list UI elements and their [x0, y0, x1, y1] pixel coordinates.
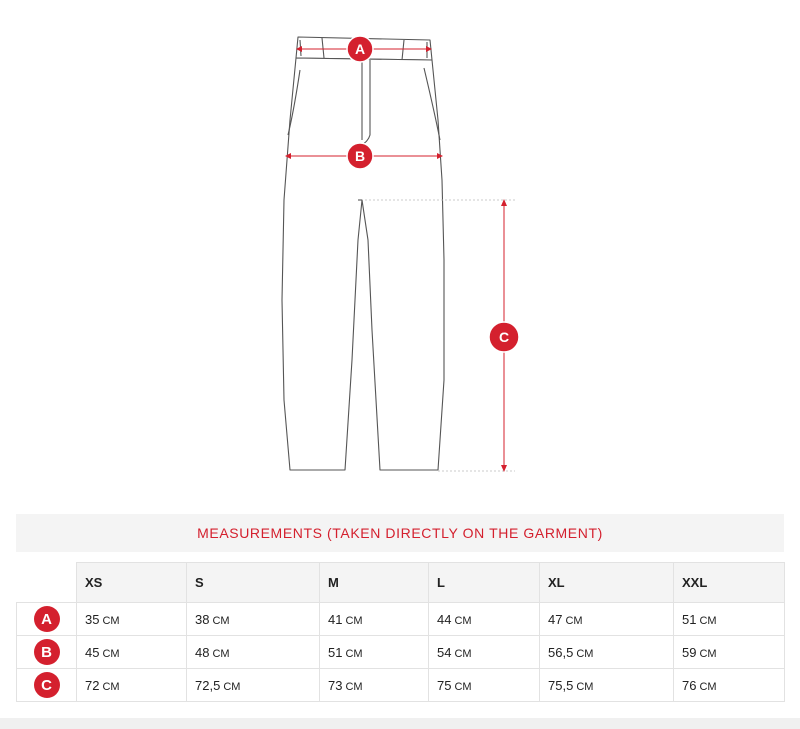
size-header-xs: XS — [77, 563, 187, 603]
measurement-value: 75 — [437, 677, 452, 693]
row-badge: C — [34, 672, 60, 698]
measurement-value: 47 — [548, 611, 563, 627]
measurement-unit: CM — [454, 680, 472, 693]
size-header-s: S — [187, 563, 320, 603]
measurement-unit: CM — [699, 614, 717, 627]
measurement-value: 54 — [437, 644, 452, 660]
measurement-cell — [674, 669, 785, 702]
measurement-cell — [540, 636, 674, 669]
measurement-unit: CM — [212, 614, 230, 627]
row-label-cell — [17, 603, 77, 636]
measurement-unit: CM — [223, 680, 241, 693]
badge-c — [489, 322, 519, 352]
measurement-value: 51 — [682, 611, 697, 627]
table-row — [17, 636, 785, 669]
measurement-unit: CM — [345, 647, 363, 660]
measurement-unit: CM — [454, 647, 472, 660]
measurement-value: 73 — [328, 677, 343, 693]
measurement-value: 41 — [328, 611, 343, 627]
measurement-value: 75,5 — [548, 677, 574, 693]
measurement-unit: CM — [345, 614, 363, 627]
measurement-cell — [187, 603, 320, 636]
measurement-unit: CM — [576, 647, 594, 660]
measurement-cell — [77, 669, 187, 702]
table-row — [17, 603, 785, 636]
svg-text:A: A — [354, 41, 366, 57]
measurement-cell — [187, 636, 320, 669]
measurement-value: 45 — [85, 644, 100, 660]
svg-text:C: C — [498, 329, 510, 345]
svg-text:B: B — [354, 148, 366, 164]
measurement-cell — [77, 603, 187, 636]
measurement-cell — [429, 669, 540, 702]
measurement-cell — [320, 669, 429, 702]
measurement-cell — [674, 636, 785, 669]
measurement-value: 59 — [682, 644, 697, 660]
measurement-cell — [320, 603, 429, 636]
measurement-unit: CM — [102, 614, 120, 627]
measurement-unit: CM — [699, 647, 717, 660]
size-header-xl: XL — [540, 563, 674, 603]
measurement-cell — [429, 636, 540, 669]
measurement-cell — [320, 636, 429, 669]
measurement-value: 35 — [85, 611, 100, 627]
measurement-unit: CM — [565, 614, 583, 627]
trousers-icon — [282, 37, 444, 470]
measurement-cell — [540, 603, 674, 636]
row-label-cell — [17, 636, 77, 669]
size-header-m: M — [320, 563, 429, 603]
measurement-value: 56,5 — [548, 644, 574, 660]
footer-bar — [0, 718, 800, 729]
measurement-unit: CM — [212, 647, 230, 660]
measurement-unit: CM — [102, 647, 120, 660]
measurement-cell — [540, 669, 674, 702]
row-badge: B — [34, 639, 60, 665]
size-chart-table — [16, 562, 785, 702]
size-header-l: L — [429, 563, 540, 603]
measurements-title: MEASUREMENTS (TAKEN DIRECTLY ON THE GARMENT) — [16, 514, 784, 552]
measurement-value: 72,5 — [195, 677, 221, 693]
measurement-unit: CM — [102, 680, 120, 693]
measurement-cell — [187, 669, 320, 702]
measurement-unit: CM — [454, 614, 472, 627]
measurement-value: 38 — [195, 611, 210, 627]
measurement-unit: CM — [576, 680, 594, 693]
measurement-value: 44 — [437, 611, 452, 627]
badge-b — [347, 143, 373, 169]
measurement-value: 76 — [682, 677, 697, 693]
measurement-unit: CM — [345, 680, 363, 693]
measurement-unit: CM — [699, 680, 717, 693]
measurement-cell — [429, 603, 540, 636]
measurement-cell — [674, 603, 785, 636]
size-header-xxl: XXL — [674, 563, 785, 603]
table-row — [17, 669, 785, 702]
measurement-value: 51 — [328, 644, 343, 660]
measurement-value: 48 — [195, 644, 210, 660]
measurement-cell — [77, 636, 187, 669]
measurement-value: 72 — [85, 677, 100, 693]
row-badge: A — [34, 606, 60, 632]
row-label-cell — [17, 669, 77, 702]
header-corner — [17, 563, 77, 603]
size-header-row — [17, 563, 785, 603]
badge-a — [347, 36, 373, 62]
